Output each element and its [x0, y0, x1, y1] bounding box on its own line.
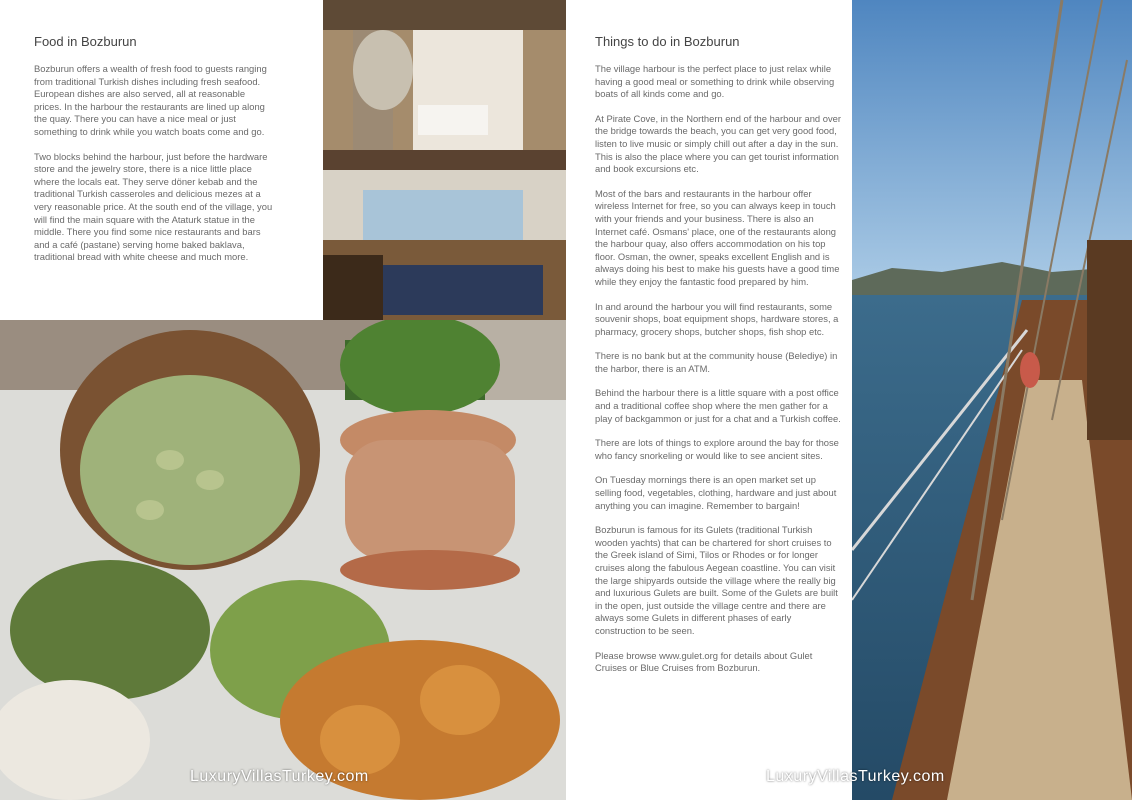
things-paragraph: In and around the harbour you will find restaurants, some souvenir shops, boat equipment shops, hardware stores, a pharmacy, grocery shops, butcher shops, fish shop etc.	[595, 300, 839, 337]
things-paragraph: At Pirate Cove, in the Northern end of the harbour and over the bridge towards the beach, you can get very good food, listen to live music or simply chill out after a day in the sun. This is also the place where you can get tourist information and book excursions etc.	[595, 112, 841, 175]
things-paragraph: On Tuesday mornings there is an open market set up selling food, vegetables, clothing, hardware and just about anything you can imagine. Remember to bargain!	[595, 474, 837, 511]
watermark-left: LuxuryVillasTurkey.com	[190, 768, 369, 785]
food-section-title: Food in Bozburun	[34, 34, 137, 49]
things-paragraph: Please browse www.gulet.org for details about Gulet Cruises or Blue Cruises from Bozburun.	[595, 649, 813, 674]
food-photo	[0, 320, 566, 800]
watermark-right: LuxuryVillasTurkey.com	[766, 768, 945, 785]
restaurant-photo	[323, 0, 566, 322]
things-paragraph: Behind the harbour there is a little square with a post office and a traditional coffee shop where the men gather for a play of backgammon or just for a chat and a Turkish coffee.	[595, 387, 841, 424]
things-paragraph: There is no bank but at the community house (Belediye) in the harbor, there is an ATM.	[595, 350, 838, 374]
things-paragraph: Most of the bars and restaurants in the harbour offer wireless Internet for free, so you can always keep in touch with your friends and your business. There is also an Internet café. Osmans' place, one of the restaurants along the harbour quay, also offers accommodation on his top floor. Osman, the owner, speaks excellent English and is always doing his best to make his guests have a good time while they enjoy the fantastic food prepared by him.	[595, 187, 840, 287]
food-paragraph: Two blocks behind the harbour, just before the hardware store and the jewelry store, there is a nice little place where the locals eat. They serve döner kebab and the traditional Turkish casseroles and delicious mezes at a very reasonable price. At the south end of the village, you will find the main square with the Ataturk statue in the middle. There you find some nice restaurants and bars and a café (pastane) serving home baked baklava, traditional bread with white cheese and much more.	[34, 150, 273, 263]
food-section	[34, 34, 274, 276]
things-paragraph: The village harbour is the perfect place to just relax while having a good meal or something to drink while observing boats of all kinds come and go.	[595, 63, 835, 100]
things-paragraph: There are lots of things to explore around the bay for those who fancy snorkeling or would like to see ancient sites.	[595, 437, 839, 461]
boat-photo	[852, 0, 1132, 800]
things-to-do-section	[595, 34, 842, 687]
things-paragraph: Bozburun is famous for its Gulets (traditional Turkish wooden yachts) that can be chartered for short cruises to the Greek island of Simi, Tilos or Rhodes or for longer cruises along the fabulous Aegean coastline. You can visit the large shipyards outside the village where the really big and luxurious Gulets are built. Some of the Gulets are built in the open, just outside the village centre and there are always some Gulets in different phases of early construction to be seen.	[595, 524, 838, 636]
food-paragraph: Bozburun offers a wealth of fresh food to guests ranging from traditional Turkish dishes including fresh seafood. European dishes are also served, all at reasonable prices. In the harbour the restaurants are lined up along the quay. There you can have a nice meal or just something to drink while you watch boats come and go.	[34, 63, 267, 137]
things-to-do-title: Things to do in Bozburun	[595, 34, 740, 49]
